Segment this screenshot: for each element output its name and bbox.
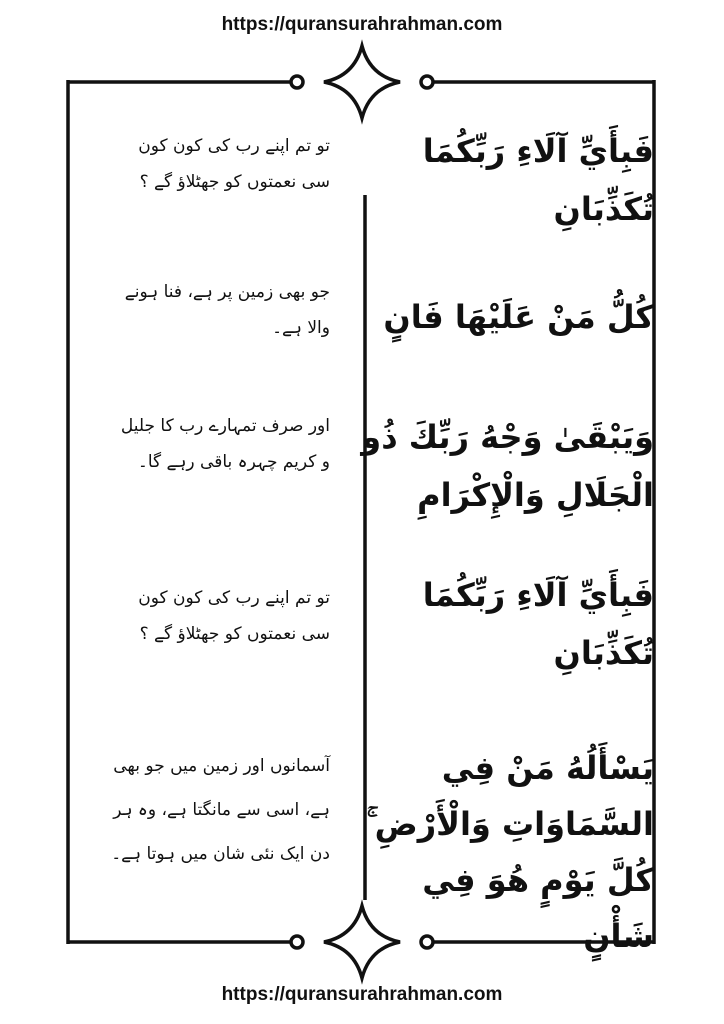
verse-5-urdu: آسمانوں اور زمین میں جو بھی ہے، اسی سے مانگتا ہے، وہ ہر دن ایک نئی شان میں ہوتا ہے۔ [111,756,330,864]
star-ornament-top-icon [324,46,400,118]
verse-3-urdu: اور صرف تمہارے رب کا جلیل و کریم چہرہ باقی رہے گا۔ [120,416,330,472]
verse-2-urdu: جو بھی زمین پر ہے، فنا ہونے والا ہے۔ [124,282,330,338]
verse-1-arabic: فَبِأَيِّ آلَاءِ رَبِّكُمَا تُكَذِّبَانِ [422,132,654,228]
site-url-bottom[interactable]: https://quransurahrahman.com [221,984,503,1005]
ornament-circle-icon [291,76,303,88]
verse-3-arabic: وَيَبْقَىٰ وَجْهُ رَبِّكَ ذُو الْجَلَالِ وَالْإِكْرَامِ [361,418,654,514]
verse-1-urdu: تو تم اپنے رب کی کون کون سی نعمتوں کو جھٹلاؤ گے ؟ [138,136,330,192]
site-url-top[interactable]: https://quransurahrahman.com [221,14,503,35]
verse-5-arabic: يَسْأَلُهُ مَنْ فِي السَّمَاوَاتِ وَالْأَرْضِ ۚ كُلَّ يَوْمٍ هُوَ فِي شَأْنٍ [366,749,654,955]
verse-4-arabic: فَبِأَيِّ آلَاءِ رَبِّكُمَا تُكَذِّبَانِ [422,576,654,672]
ornament-circle-icon [421,76,433,88]
verse-4-urdu: تو تم اپنے رب کی کون کون سی نعمتوں کو جھٹلاؤ گے ؟ [138,588,330,644]
verse-2-arabic: كُلُّ مَنْ عَلَيْهَا فَانٍ [383,298,654,336]
ornament-circle-icon [291,936,303,948]
